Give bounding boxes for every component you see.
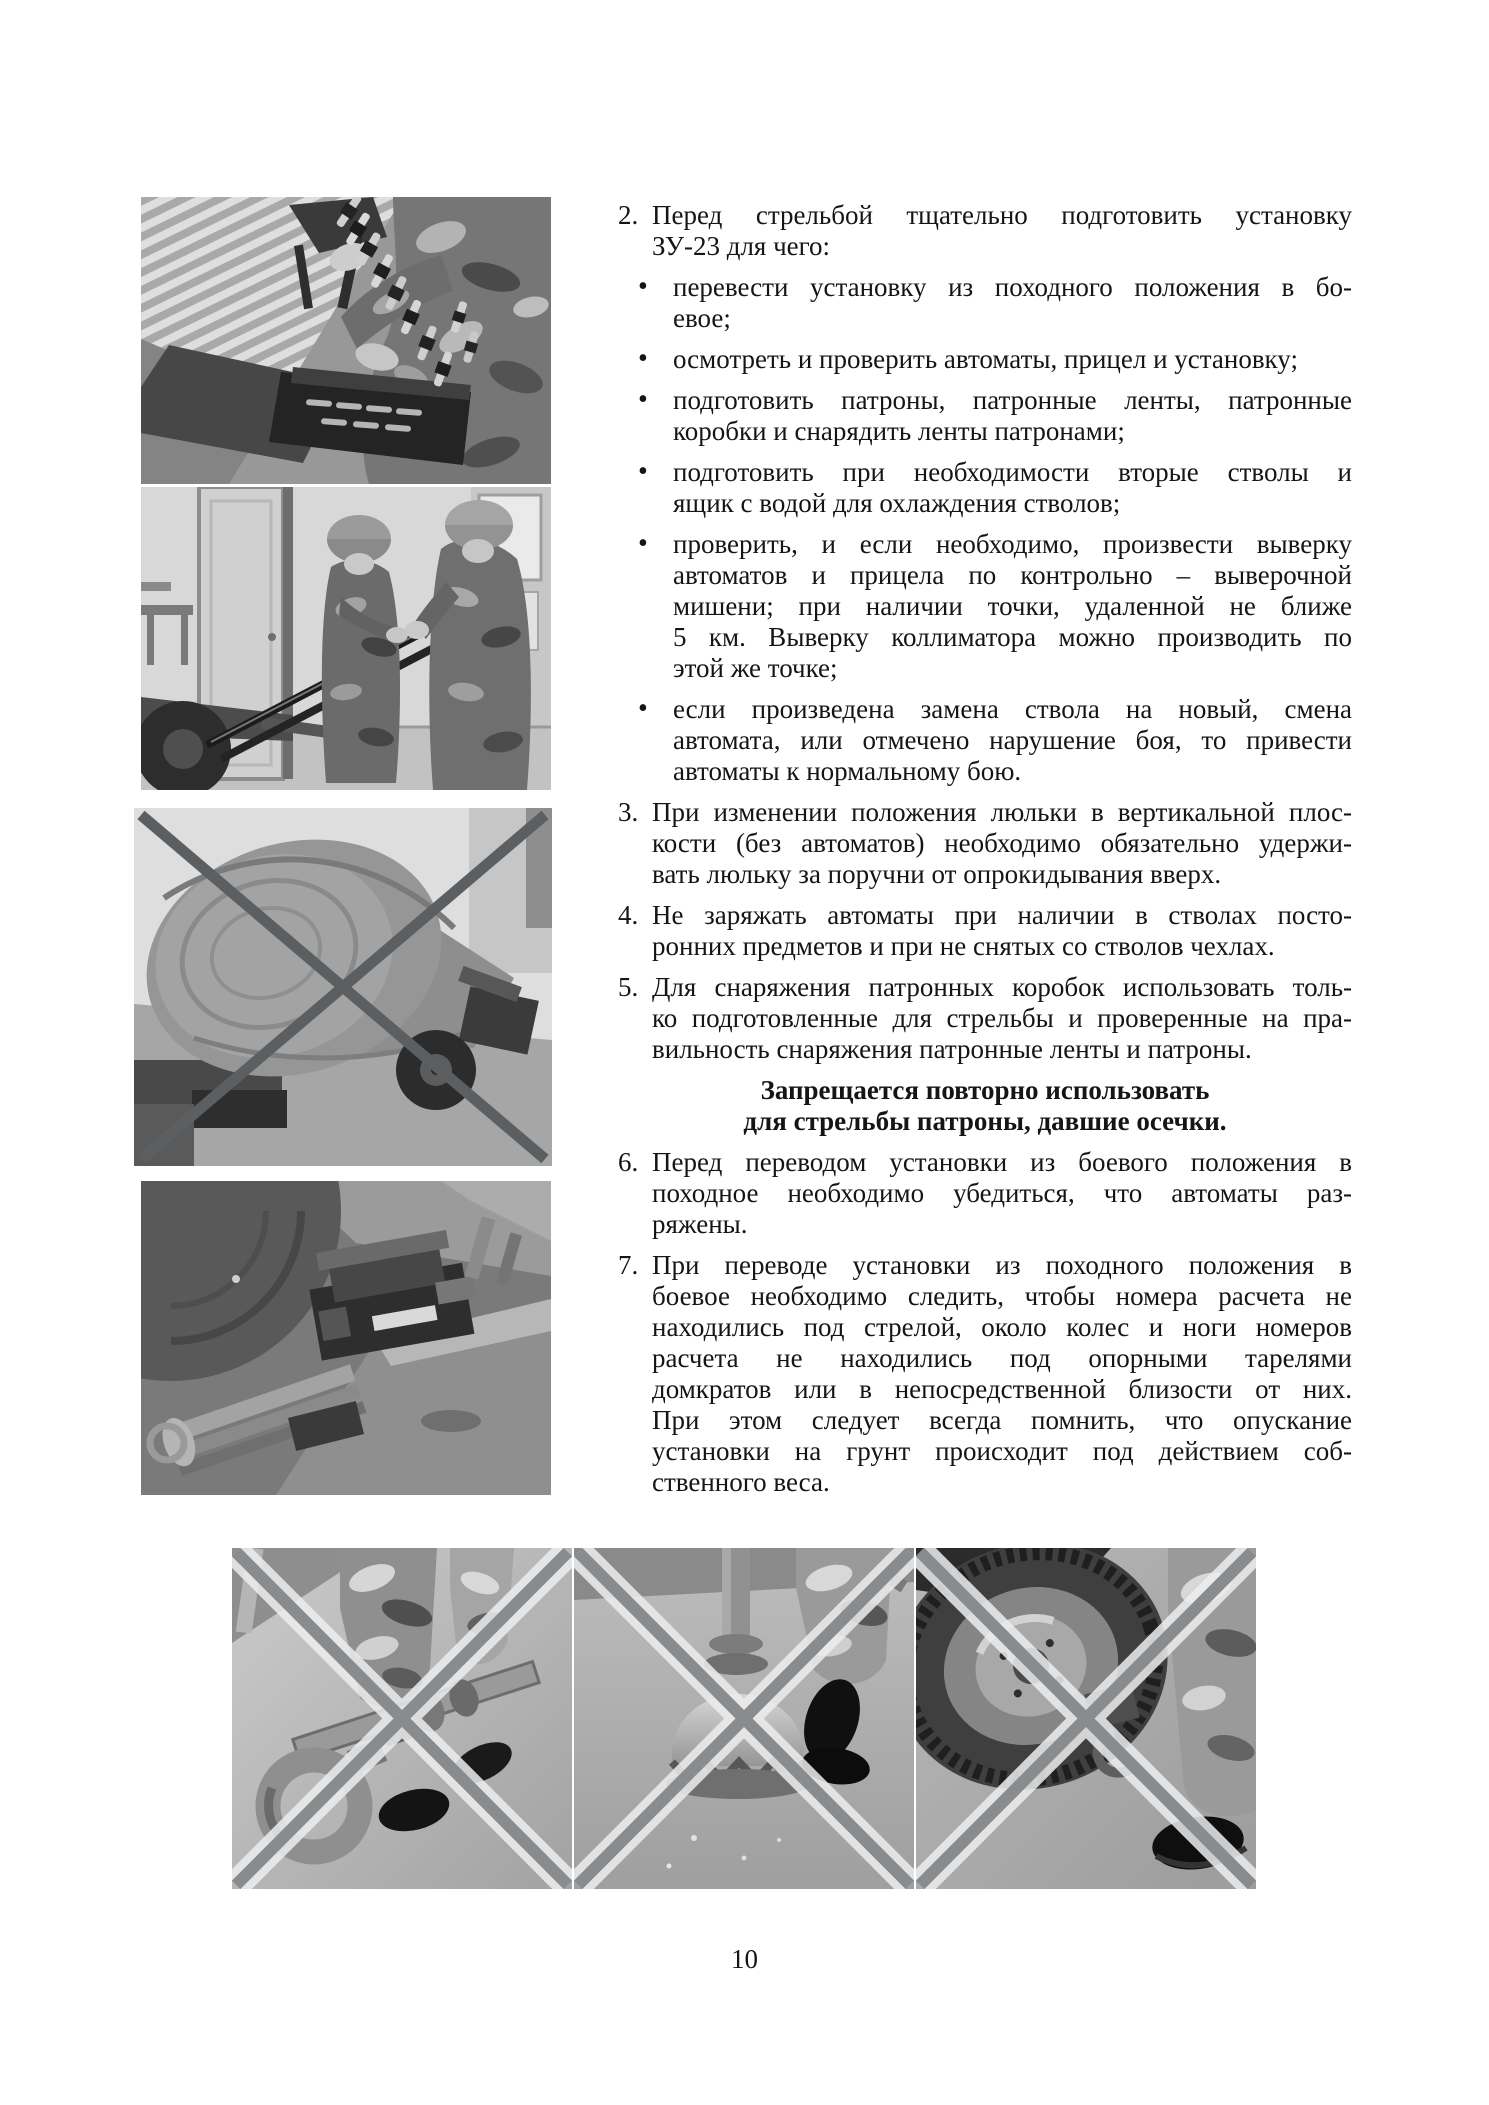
bullet-icon: • [638, 343, 648, 374]
text-line: Запрещается повторно использовать [760, 1075, 1210, 1105]
wheel-illustration [916, 1548, 1256, 1889]
numbered-item-5 [618, 972, 1352, 1065]
text-line: автоматы к нормальному бою. [673, 756, 1022, 786]
bullet-icon: • [638, 271, 648, 302]
bullet-icon: • [638, 384, 648, 415]
text-line: если произведена замена ствола на новый, смена [673, 694, 1352, 724]
text-line: автомата, или отмечено нарушение боя, то привести [673, 725, 1352, 755]
text-line: кости (без автоматов) необходимо обязательно удержи- [652, 828, 1352, 858]
numbered-item-7 [618, 1250, 1352, 1498]
photo-covered-barrels-crossed [134, 808, 552, 1166]
text-line: Для снаряжения патронных коробок использовать толь- [652, 972, 1352, 1002]
text-line: установки на грунт происходит под действием соб- [652, 1436, 1352, 1466]
text-line: проверить, и если необходимо, произвести выверку [673, 529, 1352, 559]
bullet-icon: • [638, 456, 648, 487]
text-line: вать люльку за поручни от опрокидывания вверх. [652, 859, 1222, 889]
text-line: Перед стрельбой тщательно подготовить установку [652, 200, 1352, 230]
covered-barrels-illustration [134, 808, 552, 1166]
numbered-item-6 [618, 1147, 1352, 1240]
bullet-item [618, 457, 1352, 519]
item-number: 6. [618, 1147, 639, 1177]
crossed-photos-row [232, 1548, 1256, 1889]
text-line: коробки и снарядить ленты патронами; [673, 416, 1125, 446]
numbered-item-2 [618, 200, 1352, 262]
text-line: ко подготовленные для стрельбы и проверенные на пра- [652, 1003, 1352, 1033]
photo-feet-near-jack-plate [574, 1548, 914, 1889]
towing-loop-illustration [232, 1548, 572, 1889]
text-line: автоматов и прицела по контрольно – выверочной [673, 560, 1352, 590]
text-line: походное необходимо убедиться, что автоматы раз- [652, 1178, 1352, 1208]
text-line: домкратов или в непосредственной близости от них. [652, 1374, 1352, 1404]
text-line: для стрельбы патроны, давшие осечки. [743, 1106, 1227, 1136]
bullet-item [618, 529, 1352, 684]
text-line: При изменении положения люльки в вертикальной плос- [652, 797, 1352, 827]
face [344, 553, 374, 575]
numbered-item-4 [618, 900, 1352, 962]
bullet-item [618, 344, 1352, 375]
text-line: подготовить при необходимости вторые стволы и [673, 457, 1352, 487]
text-line: этой же точке; [673, 653, 838, 683]
text-line: При переводе установки из походного положения в [652, 1250, 1352, 1280]
text-line: ряжены. [652, 1209, 748, 1239]
text-line: ронних предметов и при не снятых со стволов чехлах. [652, 931, 1275, 961]
text-line: ственного веса. [652, 1467, 830, 1497]
breech-mechanism-illustration [141, 1181, 551, 1495]
page-number: 10 [731, 1944, 758, 1974]
photo-ammo-belt-loading [141, 197, 551, 484]
face [462, 539, 494, 563]
text-line: ящик с водой для охлаждения стволов; [673, 488, 1121, 518]
item-number: 2. [618, 200, 639, 230]
numbered-item-3 [618, 797, 1352, 890]
text-line: находились под стрелой, около колес и ноги номеров [652, 1312, 1352, 1342]
text-line: Не заряжать автоматы при наличии в стволах посто- [652, 900, 1352, 930]
item-number: 3. [618, 797, 639, 827]
text-line: подготовить патроны, патронные ленты, патронные [673, 385, 1352, 415]
text-line: расчета не находились под опорными тарелями [652, 1343, 1352, 1373]
text-line: мишени; при наличии точки, удаленной не ближе [673, 591, 1352, 621]
bullet-item [618, 272, 1352, 334]
photo-foot-near-towing-loop [232, 1548, 572, 1889]
text-line: вильность снаряжения патронные ленты и патроны. [652, 1034, 1252, 1064]
text-line: боевое необходимо следить, чтобы номера расчета не [652, 1281, 1352, 1311]
item-number: 5. [618, 972, 639, 1002]
bullet-item [618, 385, 1352, 447]
bullet-icon: • [638, 693, 648, 724]
instruction-list [618, 200, 1352, 1498]
text-line: Перед переводом установки из боевого положения в [652, 1147, 1352, 1177]
text-line: 5 км. Выверку коллиматора можно производить по [673, 622, 1352, 652]
bullet-icon: • [638, 528, 648, 559]
jack-plate-illustration [574, 1548, 914, 1889]
ammo-belt-illustration [141, 197, 551, 484]
photo-two-soldiers-with-barrels [141, 487, 551, 790]
item-number: 4. [618, 900, 639, 930]
warning-note [618, 1075, 1352, 1137]
text-line: ЗУ-23 для чего: [652, 231, 831, 261]
photo-leg-near-wheel [916, 1548, 1256, 1889]
text-line: евое; [673, 303, 731, 333]
text-line: осмотреть и проверить автоматы, прицел и установку; [673, 344, 1298, 374]
bullet-item [618, 694, 1352, 787]
text-line: При этом следует всегда помнить, что опускание [652, 1405, 1352, 1435]
two-soldiers-illustration [141, 487, 551, 790]
text-line: перевести установку из походного положения в бо- [673, 272, 1352, 302]
item-number: 7. [618, 1250, 639, 1280]
photo-breech-mechanism [141, 1181, 551, 1495]
